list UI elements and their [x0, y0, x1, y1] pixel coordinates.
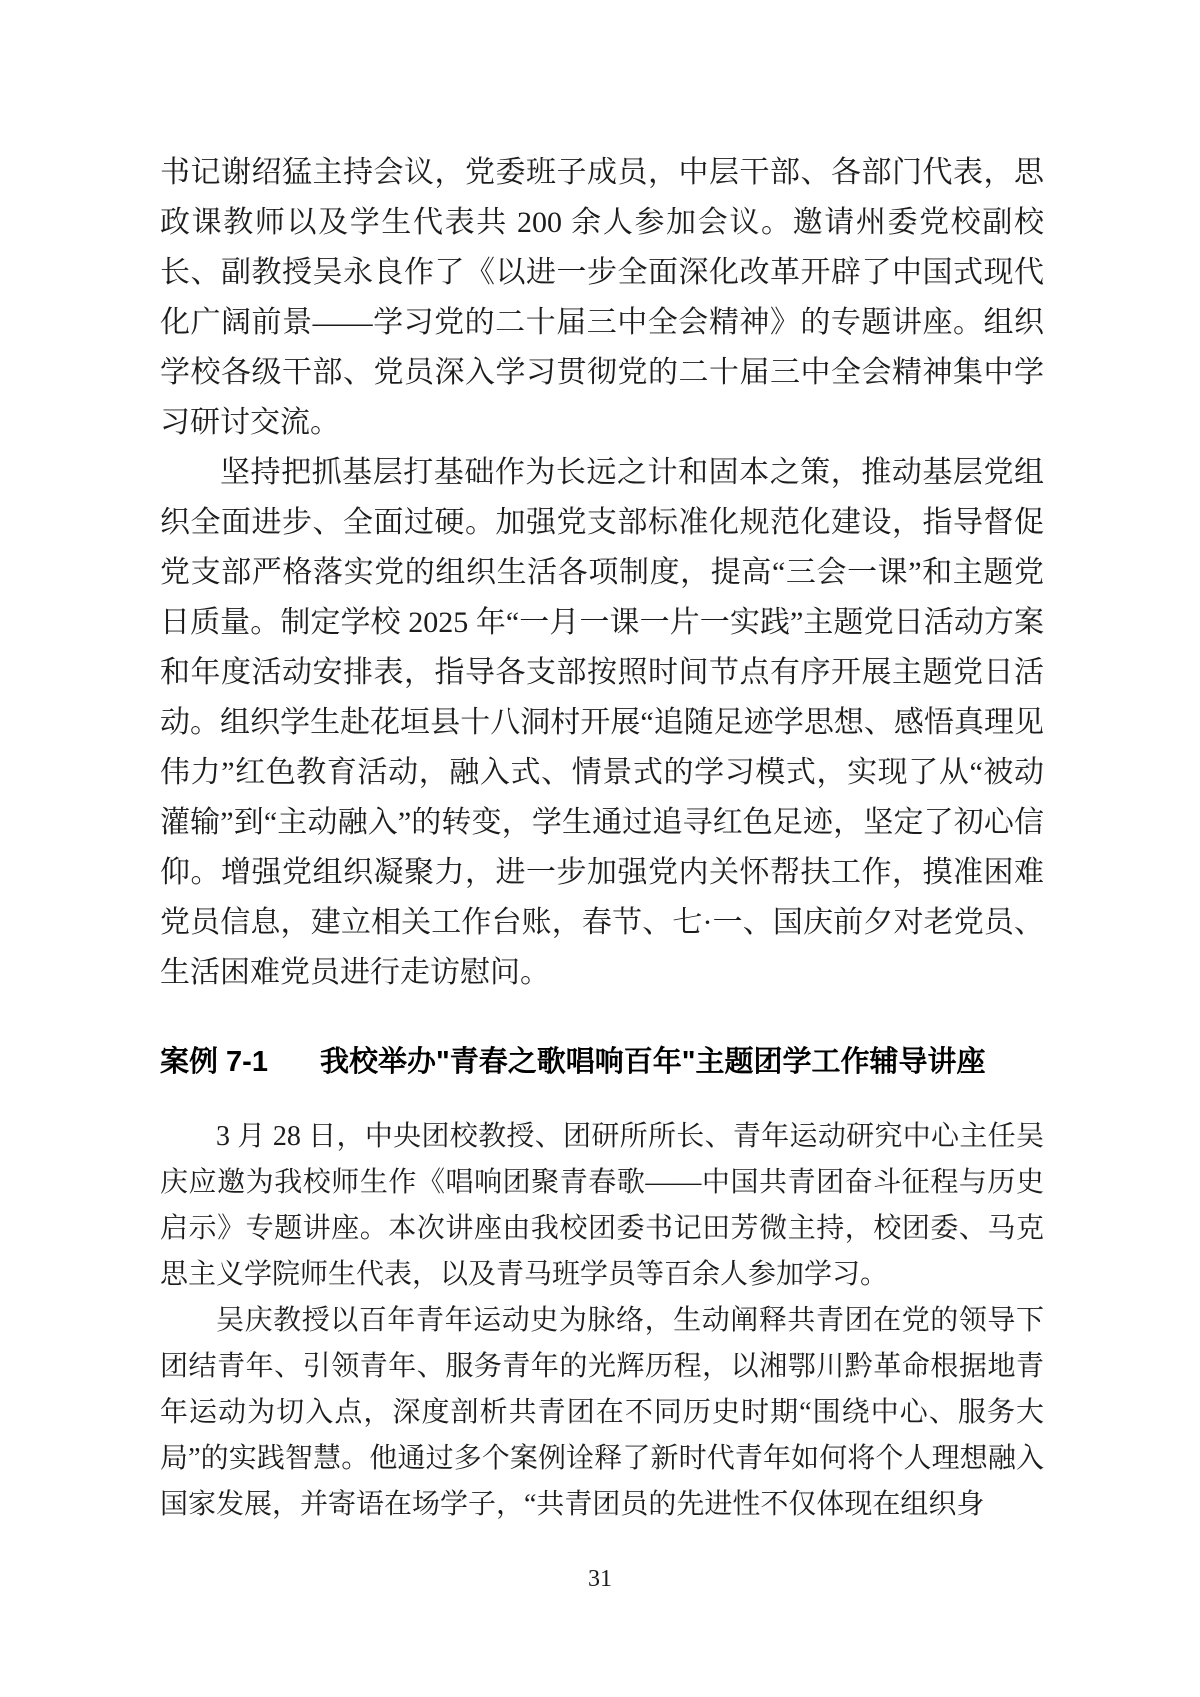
page-content	[160, 148, 1044, 1528]
paragraph-meeting-summary: 书记谢绍猛主持会议，党委班子成员，中层干部、各部门代表，思政课教师以及学生代表共 200 余人参加会议。邀请州委党校副校长、副教授吴永良作了《以进一步全面深化改革开辟了中国式现代化广阔前景——学习党的二十届三中全会精神》的专题讲座。组织学校各级干部、党员深入学习贯彻党的二十届三中全会精神集中学习研讨交流。	[160, 156, 1044, 439]
case-number-label: 案例 7-1	[160, 1046, 268, 1078]
paragraph-lecture-content: 吴庆教授以百年青年运动史为脉络，生动阐释共青团在党的领导下团结青年、引领青年、服务青年的光辉历程，以湘鄂川黔革命根据地青年运动为切入点，深度剖析共青团在不同历史时期“围绕中心、服务大局”的实践智慧。他通过多个案例诠释了新时代青年如何将个人理想融入国家发展，并寄语在场学子，“共青团员的先进性不仅体现在组织身	[160, 1305, 1044, 1520]
page-number: 31	[588, 1566, 612, 1592]
paragraph-party-branch-work: 坚持把抓基层打基础作为长远之计和固本之策，推动基层党组织全面进步、全面过硬。加强党支部标准化规范化建设，指导督促党支部严格落实党的组织生活各项制度，提高“三会一课”和主题党日质量。制定学校 2025 年“一月一课一片一实践”主题党日活动方案和年度活动安排表，指导各支部按照时间节点有序开展主题党日活动。组织学生赴花垣县十八洞村开展“追随足迹学思想、感悟真理见伟力”红色教育活动，融入式、情景式的学习模式，实现了从“被动灌输”到“主动融入”的转变，学生通过追寻红色足迹，坚定了初心信仰。增强党组织凝聚力，进一步加强党内关怀帮扶工作，摸准困难党员信息，建立相关工作台账，春节、七·一、国庆前夕对老党员、生活困难党员进行走访慰问。	[160, 456, 1044, 989]
paragraph-lecture-intro: 3 月 28 日，中央团校教授、团研所所长、青年运动研究中心主任吴庆应邀为我校师生作《唱响团聚青春歌——中国共青团奋斗征程与历史启示》专题讲座。本次讲座由我校团委书记田芳微主持，校团委、马克思主义学院师生代表，以及青马班学员等百余人参加学习。	[160, 1121, 1044, 1290]
case-title: 我校举办"青春之歌唱响百年"主题团学工作辅导讲座	[319, 1046, 986, 1078]
case-heading	[160, 1042, 1044, 1082]
